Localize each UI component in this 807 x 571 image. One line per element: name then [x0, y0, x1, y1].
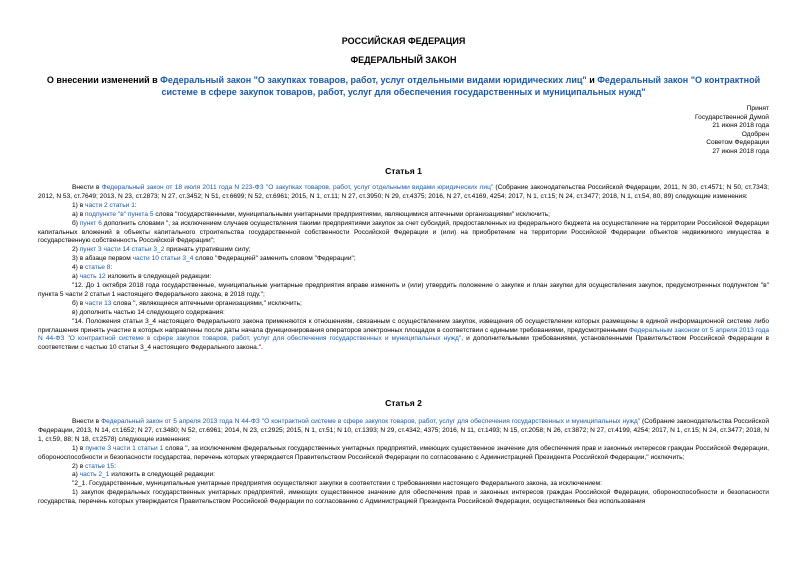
- paragraph: 2) пункт 3 части 14 статьи 3_2 признать утратившим силу;: [72, 246, 251, 254]
- paragraph: б) пункт 6 дополнить словами ", за исключением случаев осуществления такими предприятиями закупок за счет субсидий, предоставленных из федерального бюджета на осуществление на территории Российской Федерации капитальных вложений в объекты капитального строительства государственной собственности Российской Федерации и (или) на приобретение на территории Российской Федерации объектов недвижимого имущества в государственную собственность Российской Федерации";: [38, 219, 769, 245]
- link-point3-part1-art1[interactable]: пункте 3 части 1 статьи 1: [85, 444, 164, 452]
- paragraph: а) в подпункте "в" пункта 5 слова "государственными, муниципальными унитарными предприятиями, являющимися аптечными организациями" исключить;: [72, 210, 550, 218]
- paragraph: а) часть 12 изложить в следующей редакции:: [72, 273, 212, 281]
- paragraph: "2_1. Государственные, муниципальные унитарные предприятия осуществляют закупки в соответствии с требованиями настоящего Федерального закона, за исключением:: [72, 480, 602, 488]
- paragraph: "14. Положения статьи 3_4 настоящего Федерального закона применяются к отношениям, связанным с осуществлением закупок, извещения об осуществлении которых размещены в единой информационной системе либо приглашения принять участие в которых направлены после даты начала функционирования операторов электронных площадок в соответствии с едиными требованиями, предусмотренными Федеральным законом от 5 апреля 2013 года N 44-ФЗ "О контрактной системе в сфере закупок товаров, работ, услуг для обеспечения государственных и муниципальных нужд", и дополнительными требованиями, установленными Правительством Российской Федерации в соответствии с частью 10 статьи 3_4 настоящего Федерального закона.".: [38, 317, 769, 352]
- link-223fz[interactable]: Федеральный закон от 18 июля 2011 года N 223-ФЗ "О закупках товаров, работ, услуг отдельными видами юридических лиц": [101, 184, 494, 191]
- link-art15[interactable]: статье 15: [85, 462, 115, 470]
- paragraph: в) дополнить частью 14 следующего содержания:: [72, 308, 225, 316]
- title-link-44fz[interactable]: Федеральный закон "О контрактной системе в сфере закупок товаров, работ, услуг для обеспечения государственных и муниципальных нужд": [161, 75, 761, 97]
- link-44fz[interactable]: Федеральным законом от 5 апреля 2013 года N 44-ФЗ "О контрактной системе в сфере закупок товаров, работ, услуг для обеспечения государственных и муниципальных нужд": [38, 326, 769, 343]
- paragraph: б) в части 13 слова ", являющиеся аптечными организациями," исключить;: [72, 299, 302, 307]
- link-part13[interactable]: части 13: [85, 299, 112, 307]
- paragraph: а) часть 2_1 изложить в следующей редакции:: [72, 471, 215, 479]
- paragraph: Внести в Федеральный закон от 5 апреля 2013 года N 44-ФЗ "О контрактной системе в сфере закупок товаров, работ, услуг для обеспечения государственных и муниципальных нужд" (Собрание законодательства Российской Федерации, 2013, N 14, ст.1652; N 27, ст.3480; N 52, ст.6961; 2014, N 23, ст.2925; 2015, N 1, ст.51; N 10, ст.1393; N 29, ст.4342, 4375; 2016, N 11, ст.1493; N 15, ст.2058; N 26, ст.3872; N 27, ст.4199, 4254; 2017, N 1, ст.15; N 24, ст.3477; 2018, N 1, ст.59, 88; N 18, ст.2578) следующие изменения:: [38, 418, 769, 443]
- doc-type-heading: ФЕДЕРАЛЬНЫЙ ЗАКОН: [350, 55, 457, 65]
- country-heading: РОССИЙСКАЯ ФЕДЕРАЦИЯ: [341, 36, 466, 46]
- article2-heading: Статья 2: [385, 398, 422, 408]
- link-subpoint-v[interactable]: подпункте "в" пункта 5: [85, 210, 154, 218]
- paragraph: 1) в пункте 3 части 1 статьи 1 слова ", за исключением федеральных государственных унитарных предприятий, имеющих существенное значение для обеспечения прав и законных интересов граждан Российской Федерации, обороноспособности и безопасности государства, перечень которых утверждается Правительством Российской Федерации по согласованию с Администрацией Президента Российской Федерации," исключить;: [38, 444, 770, 461]
- paragraph: 4) в статье 8:: [72, 264, 113, 272]
- paragraph: "12. До 1 октября 2018 года государственные, муниципальные унитарные предприятия вправе изменить и (или) утвердить положение о закупке и план закупки для осуществления закупок, предусмотренных подпунктом "в" пункта 5 части 2 статьи 1 настоящего Федерального закона, в 2018 году.";: [38, 281, 769, 298]
- link-point6[interactable]: пункт 6: [79, 219, 102, 227]
- title-middle: и: [586, 75, 598, 85]
- paragraph: 2) в статье 15:: [72, 462, 116, 470]
- link-part2-1[interactable]: часть 2_1: [79, 471, 110, 479]
- acceptance-line: Принят: [746, 105, 769, 112]
- title-link-223fz[interactable]: Федеральный закон "О закупках товаров, работ, услуг отдельными видами юридических лиц": [160, 75, 587, 85]
- link-part2-art1[interactable]: части 2 статьи 1: [85, 201, 135, 209]
- acceptance-line: Государственной Думой: [695, 113, 769, 121]
- link-44fz[interactable]: Федеральный закон от 5 апреля 2013 года N 44-ФЗ "О контрактной системе в сфере закупок товаров, работ, услуг для обеспечения государственных и муниципальных нужд": [101, 418, 641, 425]
- acceptance-line: 27 июня 2018 года: [712, 147, 769, 155]
- link-part12[interactable]: часть 12: [79, 273, 106, 281]
- acceptance-block: [695, 105, 769, 157]
- link-art3-2[interactable]: пункт 3 части 14 статьи 3_2: [79, 246, 165, 254]
- acceptance-line: 21 июня 2018 года: [712, 122, 769, 130]
- article2-body: [38, 418, 769, 507]
- law-title: [40, 74, 767, 98]
- paragraph: Внести в Федеральный закон от 18 июля 2011 года N 223-ФЗ "О закупках товаров, работ, услуг отдельными видами юридических лиц" (Собрание законодательства Российской Федерации, 2011, N 30, ст.4571; N 50, ст.7343; 2012, N 53, ст.7649; 2013, N 23, ст.2873; N 27, ст.3452; N 51, ст.6699; N 52, ст.6961; 2015, N 1, ст.11; N 27, ст.3950; N 29, ст.4375; 2016, N 27, ст.4169, 4254; 2017, N 1, ст.15; N 24, ст.3477; 2018, N 1, ст.54, 80, 89) следующие изменения:: [38, 184, 769, 200]
- article1-body: [38, 184, 769, 353]
- paragraph: 1) в части 2 статьи 1:: [72, 201, 137, 209]
- link-art3-4[interactable]: части 10 статьи 3_4: [132, 255, 194, 263]
- paragraph: 3) в абзаце первом части 10 статьи 3_4 слово "Федерацией" заменить словом "Федерации";: [72, 255, 356, 263]
- paragraph: 1) закупок федеральных государственных унитарных предприятий, имеющих существенное значение для обеспечения прав и законных интересов граждан Российской Федерации, обороноспособности и безопасности государства, перечень которых утверждается Правительством Российской Федерации по согласованию с Администрацией Президента Российской Федерации, осуществляемых без использования: [38, 489, 769, 506]
- link-art8[interactable]: статье 8: [85, 264, 111, 272]
- acceptance-line: Одобрен: [741, 130, 769, 138]
- acceptance-line: Советом Федерации: [706, 139, 769, 147]
- article1-heading: Статья 1: [385, 166, 422, 176]
- title-prefix: О внесении изменений в: [46, 75, 161, 85]
